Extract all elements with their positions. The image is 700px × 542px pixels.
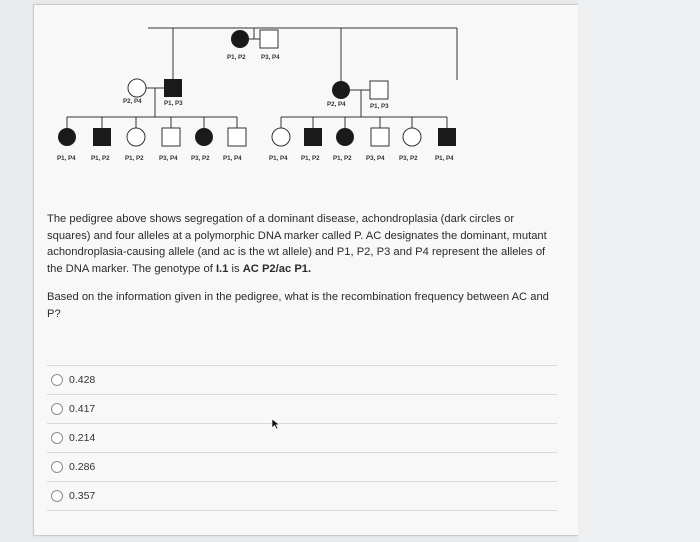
question-text (47, 211, 559, 334)
gen3-12-label: P1, P4 (435, 155, 454, 162)
gen2-right-male-unaffected (370, 81, 388, 99)
radio-button-icon[interactable] (51, 490, 63, 502)
question-body-text: The pedigree above shows segregation of a dominant disease, achondroplasia (dark circles or squares) and four alleles at a polymorphic DNA marker called P. AC designates the dominant, mutant achondroplasia-causing allele (and ac is the wt allele) and P1, P2, P3 and P4 represent the alleles of the DNA marker. The genotype of (47, 213, 547, 275)
radio-button-icon[interactable] (51, 432, 63, 444)
gen1-male-unaffected (260, 30, 278, 48)
gen3-4-male-unaffected (162, 128, 180, 146)
genotype-text: AC P2/ac P1. (242, 262, 312, 275)
radio-button-icon[interactable] (51, 461, 63, 473)
gen3-2-label: P1, P2 (91, 155, 110, 162)
gen3-12-male-affected (438, 128, 456, 146)
pedigree-chart (47, 20, 467, 170)
radio-button-icon[interactable] (51, 374, 63, 386)
gen1-female-affected (231, 30, 249, 48)
gen3-3-label: P1, P2 (125, 155, 144, 162)
answer-option-label: 0.286 (69, 461, 96, 473)
gen3-7-label: P1, P4 (269, 155, 288, 162)
question-connector: is (228, 262, 243, 275)
answer-option-3[interactable] (47, 423, 557, 452)
answer-option-label: 0.214 (69, 432, 96, 444)
gen3-7-female-unaffected (272, 128, 290, 146)
gen2-left-female-label: P2, P4 (123, 98, 142, 105)
question-paragraph-1 (47, 211, 559, 277)
answer-option-4[interactable] (47, 452, 557, 481)
right-panel (578, 0, 700, 542)
gen3-9-female-affected (336, 128, 354, 146)
gen3-6-label: P1, P4 (223, 155, 242, 162)
gen3-11-female-unaffected (403, 128, 421, 146)
gen3-9-label: P1, P2 (333, 155, 352, 162)
gen3-2-male-affected (93, 128, 111, 146)
answer-options (47, 365, 557, 511)
gen3-11-label: P3, P2 (399, 155, 418, 162)
gen3-10-male-unaffected (371, 128, 389, 146)
gen3-5-female-affected (195, 128, 213, 146)
answer-option-label: 0.417 (69, 403, 96, 415)
gen3-5-label: P3, P2 (191, 155, 210, 162)
question-paragraph-2: Based on the information given in the pedigree, what is the recombination frequency between AC and P? (47, 291, 549, 320)
answer-option-label: 0.357 (69, 490, 96, 502)
gen3-10-label: P3, P4 (366, 155, 385, 162)
gen2-right-female-affected (332, 81, 350, 99)
gen3-4-label: P3, P4 (159, 155, 178, 162)
gen1-male-label: P3, P4 (261, 54, 280, 61)
gen1-female-label: P1, P2 (227, 54, 246, 61)
answer-option-label: 0.428 (69, 374, 96, 386)
mouse-cursor-icon (271, 418, 281, 430)
answer-option-2[interactable] (47, 394, 557, 423)
gen2-right-female-label: P2, P4 (327, 101, 346, 108)
gen3-6-male-unaffected (228, 128, 246, 146)
gen2-left-female-unaffected (128, 79, 146, 97)
gen3-3-female-unaffected (127, 128, 145, 146)
gen3-8-male-affected (304, 128, 322, 146)
answer-option-1[interactable] (47, 365, 557, 394)
gen2-left-male-label: P1, P3 (164, 100, 183, 107)
gen2-right-male-label: P1, P3 (370, 103, 389, 110)
gen3-1-label: P1, P4 (57, 155, 76, 162)
radio-button-icon[interactable] (51, 403, 63, 415)
answer-option-5[interactable] (47, 481, 557, 511)
gen3-8-label: P1, P2 (301, 155, 320, 162)
gen3-1-female-affected (58, 128, 76, 146)
individual-id: I.1 (215, 262, 229, 275)
gen2-left-male-affected (164, 79, 182, 97)
